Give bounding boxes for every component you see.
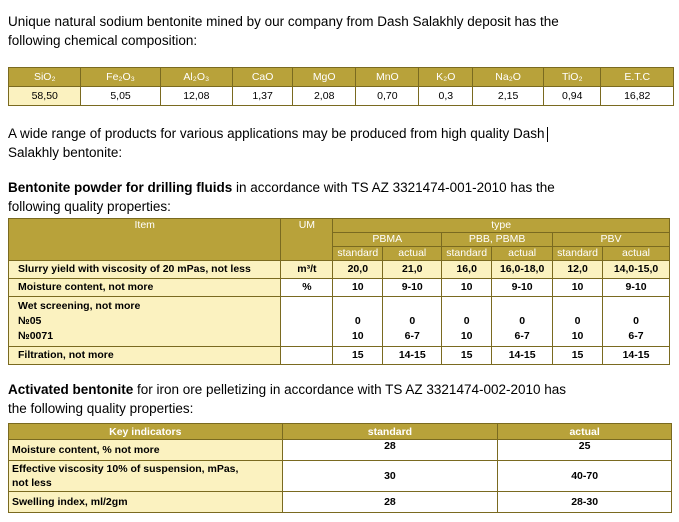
drilling-value: 16,0 xyxy=(442,261,492,279)
drilling-heading-bold: Bentonite powder for drilling fluids xyxy=(8,180,233,195)
drilling-value-b: 10 xyxy=(571,330,584,342)
drilling-item: Moisture content, not more xyxy=(9,279,281,297)
drilling-value: 9-10 xyxy=(603,279,670,297)
drilling-group: PBB, PBMB xyxy=(442,233,553,247)
drilling-value: 15 xyxy=(442,347,492,365)
pellet-row xyxy=(9,440,672,461)
drilling-value: 21,0 xyxy=(383,261,442,279)
drilling-value: 9-10 xyxy=(383,279,442,297)
drilling-um: % xyxy=(281,279,333,297)
drilling-heading xyxy=(8,178,668,216)
drilling-item-line: Wet screening, not more xyxy=(18,300,141,312)
drilling-value-b: 6-7 xyxy=(514,330,530,342)
pellet-item: Moisture content, % not more xyxy=(9,440,283,461)
composition-value: 5,05 xyxy=(81,87,160,106)
drilling-value: 15 xyxy=(553,347,603,365)
pellet-item xyxy=(9,461,283,492)
drilling-row xyxy=(9,347,670,365)
pellet-heading-rest: for iron ore pelletizing in accordance with TS AZ 3321474-002-2010 has xyxy=(133,382,567,397)
range-text xyxy=(8,124,668,162)
drilling-header-row xyxy=(9,219,670,233)
composition-header-row xyxy=(9,68,674,87)
drilling-heading-rest: in accordance with TS AZ 3321474-001-2010 has the xyxy=(232,180,555,195)
drilling-group: PBMA xyxy=(333,233,442,247)
intro-line-2: following chemical composition: xyxy=(8,33,198,48)
drilling-value: 16,0-18,0 xyxy=(492,261,553,279)
pellet-row xyxy=(9,492,672,513)
composition-value: 12,08 xyxy=(160,87,232,106)
composition-header: Na₂O xyxy=(473,68,544,87)
pellet-col-standard: standard xyxy=(282,424,498,440)
composition-header: CaO xyxy=(233,68,293,87)
composition-header: MgO xyxy=(293,68,356,87)
drilling-um xyxy=(281,347,333,365)
drilling-item: Slurry yield with viscosity of 20 mPas, not less xyxy=(9,261,281,279)
composition-value: 2,15 xyxy=(473,87,544,106)
pellet-heading-line-2: the following quality properties: xyxy=(8,401,194,416)
drilling-value-b: 6-7 xyxy=(628,330,644,342)
pellet-table xyxy=(8,423,672,513)
drilling-value: 9-10 xyxy=(492,279,553,297)
drilling-value-a: 0 xyxy=(574,315,581,327)
pellet-actual: 28-30 xyxy=(498,492,672,513)
drilling-group: PBV xyxy=(553,233,670,247)
pellet-standard: 28 xyxy=(282,440,498,461)
composition-header: Al₂O₃ xyxy=(160,68,232,87)
drilling-row xyxy=(9,279,670,297)
drilling-value: 10 xyxy=(442,279,492,297)
drilling-sub: actual xyxy=(492,247,553,261)
drilling-value: 10 xyxy=(553,279,603,297)
composition-header: SiO₂ xyxy=(9,68,81,87)
composition-header: E.T.C xyxy=(601,68,674,87)
pellet-standard: 30 xyxy=(282,461,498,492)
intro-line-1: Unique natural sodium bentonite mined by our company from Dash Salakhly deposit has the xyxy=(8,14,559,29)
drilling-value xyxy=(383,297,442,347)
drilling-value-a: 0 xyxy=(409,315,416,327)
text-cursor xyxy=(547,127,548,142)
drilling-value: 12,0 xyxy=(553,261,603,279)
drilling-value xyxy=(603,297,670,347)
range-line-1: A wide range of products for various applications may be produced from high quality Dash xyxy=(8,126,545,141)
drilling-value: 14-15 xyxy=(383,347,442,365)
drilling-item-line: №0071 xyxy=(18,330,54,342)
drilling-value-b: 10 xyxy=(460,330,473,342)
composition-value: 2,08 xyxy=(293,87,356,106)
drilling-table xyxy=(8,218,670,365)
pellet-standard: 28 xyxy=(282,492,498,513)
drilling-um xyxy=(281,297,333,347)
drilling-value xyxy=(492,297,553,347)
drilling-value-a: 0 xyxy=(633,315,639,327)
composition-header: Fe₂O₃ xyxy=(81,68,160,87)
drilling-value: 20,0 xyxy=(333,261,383,279)
drilling-row xyxy=(9,261,670,279)
drilling-value xyxy=(442,297,492,347)
drilling-value-a: 0 xyxy=(463,315,470,327)
drilling-value-a: 0 xyxy=(354,315,361,327)
pellet-heading-bold: Activated bentonite xyxy=(8,382,134,397)
composition-value: 0,70 xyxy=(356,87,419,106)
drilling-item-line: №05 xyxy=(18,315,42,327)
composition-value: 0,3 xyxy=(419,87,473,106)
pellet-row xyxy=(9,461,672,492)
drilling-sub: actual xyxy=(603,247,670,261)
drilling-sub: standard xyxy=(553,247,603,261)
drilling-value: 10 xyxy=(333,279,383,297)
intro-text xyxy=(8,12,668,50)
composition-value: 58,50 xyxy=(9,87,81,106)
pellet-col-key: Key indicators xyxy=(9,424,283,440)
pellet-item: Swelling index, ml/2gm xyxy=(9,492,283,513)
drilling-value: 14,0-15,0 xyxy=(603,261,670,279)
composition-header: MnO xyxy=(356,68,419,87)
composition-value: 16,82 xyxy=(601,87,674,106)
drilling-sub: actual xyxy=(383,247,442,261)
drilling-value-b: 6-7 xyxy=(404,330,420,342)
pellet-actual: 40-70 xyxy=(498,461,672,492)
pellet-heading xyxy=(8,380,668,418)
composition-header: TiO₂ xyxy=(544,68,601,87)
composition-table xyxy=(8,67,674,106)
drilling-value: 14-15 xyxy=(603,347,670,365)
drilling-heading-line-2: following quality properties: xyxy=(8,199,171,214)
pellet-item-line: Effective viscosity 10% of suspension, mPas, xyxy=(12,463,239,475)
pellet-item-line: not less xyxy=(12,477,52,489)
drilling-item: Filtration, not more xyxy=(9,347,281,365)
drilling-value: 15 xyxy=(333,347,383,365)
drilling-sub: standard xyxy=(333,247,383,261)
pellet-header-row xyxy=(9,424,672,440)
drilling-sub: standard xyxy=(442,247,492,261)
drilling-col-type: type xyxy=(333,219,670,233)
pellet-actual: 25 xyxy=(498,440,672,461)
drilling-row xyxy=(9,297,670,347)
drilling-col-item: Item xyxy=(9,219,281,261)
composition-header: K₂O xyxy=(419,68,473,87)
drilling-col-um: UM xyxy=(281,219,333,261)
drilling-value xyxy=(553,297,603,347)
drilling-value: 14-15 xyxy=(492,347,553,365)
composition-value: 1,37 xyxy=(233,87,293,106)
drilling-um: m³/t xyxy=(281,261,333,279)
composition-value-row xyxy=(9,87,674,106)
drilling-item xyxy=(9,297,281,347)
pellet-col-actual: actual xyxy=(498,424,672,440)
drilling-value-a: 0 xyxy=(519,315,526,327)
drilling-value xyxy=(333,297,383,347)
drilling-value-b: 10 xyxy=(351,330,364,342)
composition-value: 0,94 xyxy=(544,87,601,106)
range-line-2: Salakhly bentonite: xyxy=(8,145,123,160)
